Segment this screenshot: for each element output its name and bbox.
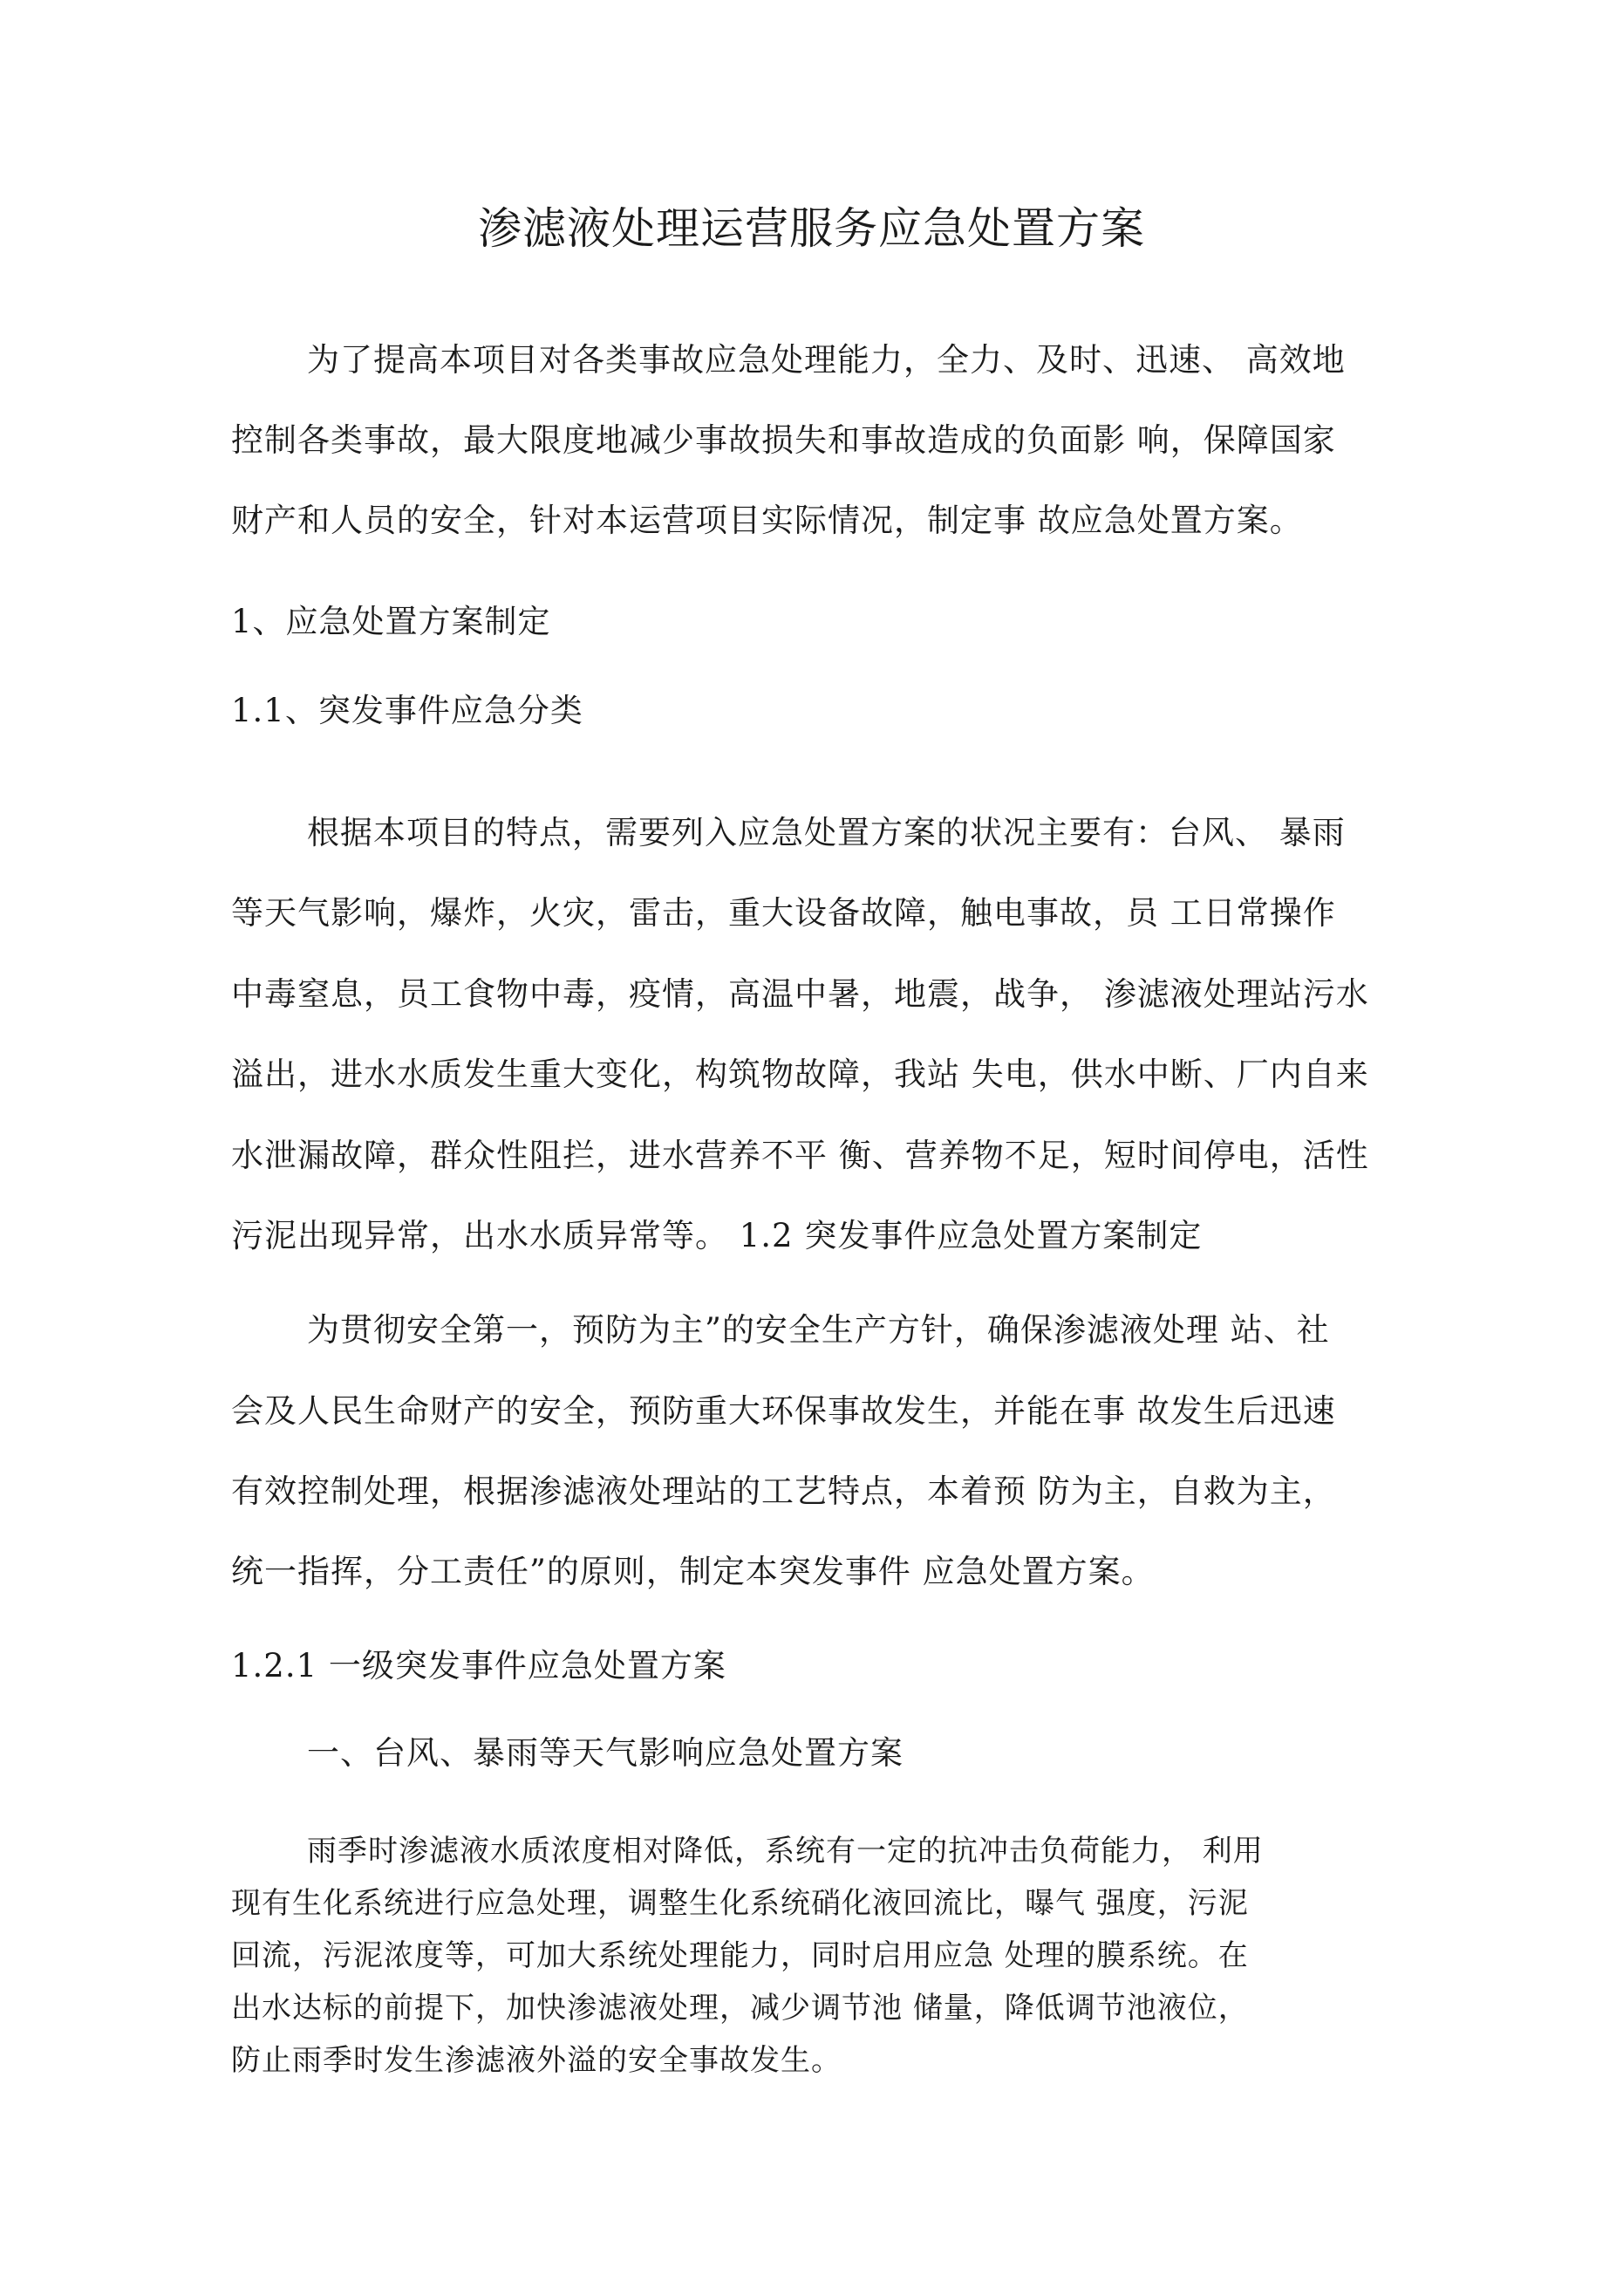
policy-line-3: 有效控制处理，根据渗滤液处理站的工艺特点，本着预 防为主，自救为主， (231, 1473, 1336, 1510)
classification-line-6: 污泥出现异常，出水水质异常等。 1.2 突发事件应急处置方案制定 (231, 1217, 1203, 1254)
rainy-line-1: 雨季时渗滤液水质浓度相对降低，系统有一定的抗冲击负荷能力， 利用 (307, 1834, 1264, 1869)
intro-line-3: 财产和人员的安全，针对本运营项目实际情况，制定事 故应急处置方案。 (231, 502, 1303, 539)
rainy-line-5: 防止雨季时发生渗滤液外溢的安全事故发生。 (231, 2043, 842, 2078)
classification-line-2: 等天气影响，爆炸，火灾，雷击，重大设备故障，触电事故，员 工日常操作 (231, 894, 1336, 932)
classification-line-3: 中毒窒息，员工食物中毒，疫情，高温中暑，地震，战争， 渗滤液处理站污水 (231, 975, 1369, 1013)
policy-line-1: 为贯彻安全第一，预防为主”的安全生产方针，确保渗滤液处理 站、社 (307, 1311, 1330, 1349)
intro-line-1: 为了提高本项目对各类事故应急处理能力，全力、及时、迅速、 高效地 (307, 341, 1346, 379)
policy-line-4: 统一指挥，分工责任”的原则，制定本突发事件 应急处置方案。 (231, 1553, 1155, 1590)
rainy-line-2: 现有生化系统进行应急处理，调整生化系统硝化液回流比，曝气 强度，污泥 (231, 1886, 1249, 1921)
intro-line-2: 控制各类事故，最大限度地减少事故损失和事故造成的负面影 响，保障国家 (231, 421, 1336, 459)
classification-line-5: 水泄漏故障，群众性阻拦，进水营养不平 衡、营养物不足，短时间停电，活性 (231, 1137, 1369, 1174)
classification-line-4: 溢出，进水水质发生重大变化，构筑物故障，我站 失电，供水中断、厂内自来 (231, 1056, 1369, 1093)
policy-line-2: 会及人民生命财产的安全，预防重大环保事故发生，并能在事 故发生后迅速 (231, 1392, 1336, 1430)
section-heading-1-2-1: 1.2.1 一级突发事件应急处置方案 (231, 1647, 726, 1684)
section-heading-1: 1、应急处置方案制定 (231, 603, 551, 640)
rainy-line-3: 回流，污泥浓度等，可加大系统处理能力，同时启用应急 处理的膜系统。在 (231, 1938, 1249, 1973)
classification-line-1: 根据本项目的特点，需要列入应急处置方案的状况主要有：台风、 暴雨 (307, 814, 1346, 851)
section-heading-1-1: 1.1、突发事件应急分类 (231, 692, 583, 729)
rainy-line-4: 出水达标的前提下，加快渗滤液处理，减少调节池 储量，降低调节池液位， (231, 1991, 1249, 2026)
subsection-heading-typhoon: 一、台风、暴雨等天气影响应急处置方案 (307, 1734, 904, 1772)
document-title: 渗滤液处理运营服务应急处置方案 (478, 203, 1145, 254)
